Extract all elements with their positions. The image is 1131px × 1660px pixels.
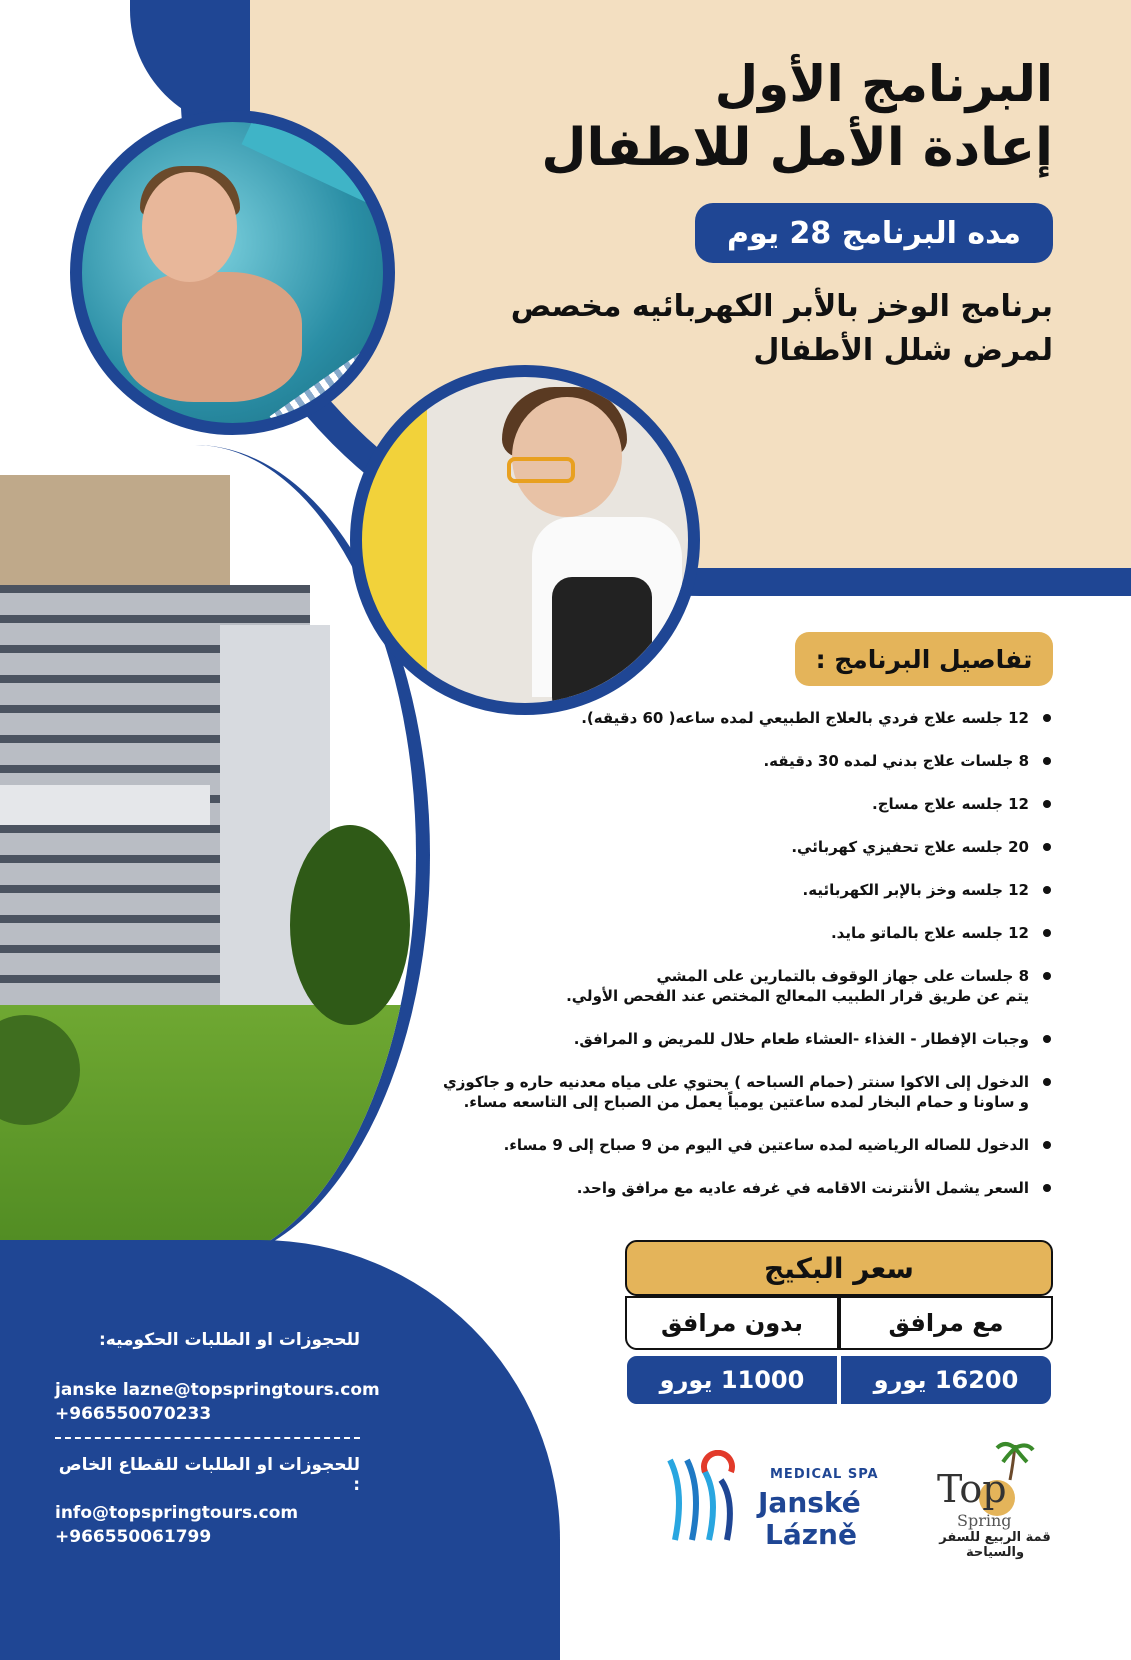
- list-item: 12 جلسه علاج فردي بالعلاج الطبيعي لمده ساعه( 60 دقيقه).: [433, 708, 1053, 728]
- jl-name-line1: Janské: [758, 1486, 861, 1519]
- list-item: 8 جلسات على جهاز الوقوف بالتمارين على المشي يتم عن طريق قرار الطبيب المعالج المختص عند الفحص الأولي.: [433, 966, 1053, 1006]
- program-subtitle: إعادة الأمل للاطفال: [541, 118, 1053, 178]
- without-companion-label: بدون مرافق: [625, 1296, 839, 1350]
- program-description: [493, 285, 1053, 373]
- list-item: 12 جلسه وخز بالإبر الكهربائيه.: [433, 880, 1053, 900]
- list-item: 12 جلسه علاج بالماتو مايد.: [433, 923, 1053, 943]
- list-item: الدخول للصاله الرياضيه لمده ساعتين في اليوم من 9 صباح إلى 9 مساء.: [433, 1135, 1053, 1155]
- price-heading: سعر البكيج: [625, 1240, 1053, 1296]
- price-table: [625, 1240, 1053, 1406]
- top-spring-logo: [935, 1440, 1035, 1540]
- gov-email-link[interactable]: janske lazne@topspringtours.com: [55, 1380, 380, 1400]
- private-phone-link[interactable]: +966550061799: [55, 1527, 212, 1547]
- with-companion-price: 16200 يورو: [839, 1354, 1053, 1406]
- program-title: البرنامج الأول: [714, 55, 1053, 113]
- list-item: السعر يشمل الأنترنت الاقامه في غرفه عاديه مع مرافق واحد.: [433, 1178, 1053, 1198]
- pool-child-photo: [70, 110, 395, 435]
- list-item: الدخول إلى الاكوا سنتر (حمام السباحه ) يحتوي على مياه معدنيه حاره و جاكوزي و ساونا و حمام البخار لمده ساعتين يومياً يعمل من الصباح إلى التاسعه مساء.: [433, 1072, 1053, 1112]
- private-contact-label: للحجوزات او الطلبات للقطاع الخاص :: [58, 1455, 360, 1495]
- jl-tagline: MEDICAL SPA: [770, 1467, 879, 1482]
- top-spring-caption: قمة الربيع للسفر والسياحة: [939, 1530, 1051, 1560]
- gov-contact-label: للحجوزات او الطلبات الحكوميه:: [98, 1330, 360, 1350]
- private-email-link[interactable]: info@topspringtours.com: [55, 1503, 299, 1523]
- with-companion-label: مع مرافق: [839, 1296, 1053, 1350]
- description-line-1: برنامج الوخز بالأبر الكهربائيه مخصص: [510, 289, 1053, 324]
- list-item: وجبات الإفطار - الغذاء -العشاء طعام حلال للمريض و المرافق.: [433, 1029, 1053, 1049]
- spring-word: Spring: [957, 1511, 1012, 1530]
- gov-phone-link[interactable]: +966550070233: [55, 1404, 212, 1424]
- contact-panel: [0, 1240, 560, 1660]
- description-line-2: لمرض شلل الأطفال: [753, 333, 1053, 368]
- without-companion-price: 11000 يورو: [625, 1354, 839, 1406]
- child-treatment-photo: [350, 365, 700, 715]
- list-item: 20 جلسه علاج تحفيزي كهربائي.: [433, 837, 1053, 857]
- price-labels-row: [625, 1296, 1053, 1350]
- details-heading: تفاصيل البرنامج :: [795, 632, 1053, 686]
- list-item: 12 جلسه علاج مساج.: [433, 794, 1053, 814]
- top-word: Top: [937, 1467, 1007, 1511]
- list-item: 8 جلسات علاج بدني لمده 30 دقيقه.: [433, 751, 1053, 771]
- details-list: [433, 708, 1053, 1221]
- jl-name-line2: Lázně: [765, 1518, 857, 1551]
- divider: [55, 1437, 360, 1439]
- price-values-row: [625, 1354, 1053, 1406]
- duration-badge: مده البرنامج 28 يوم: [695, 203, 1053, 263]
- wave-icon: [670, 1453, 732, 1540]
